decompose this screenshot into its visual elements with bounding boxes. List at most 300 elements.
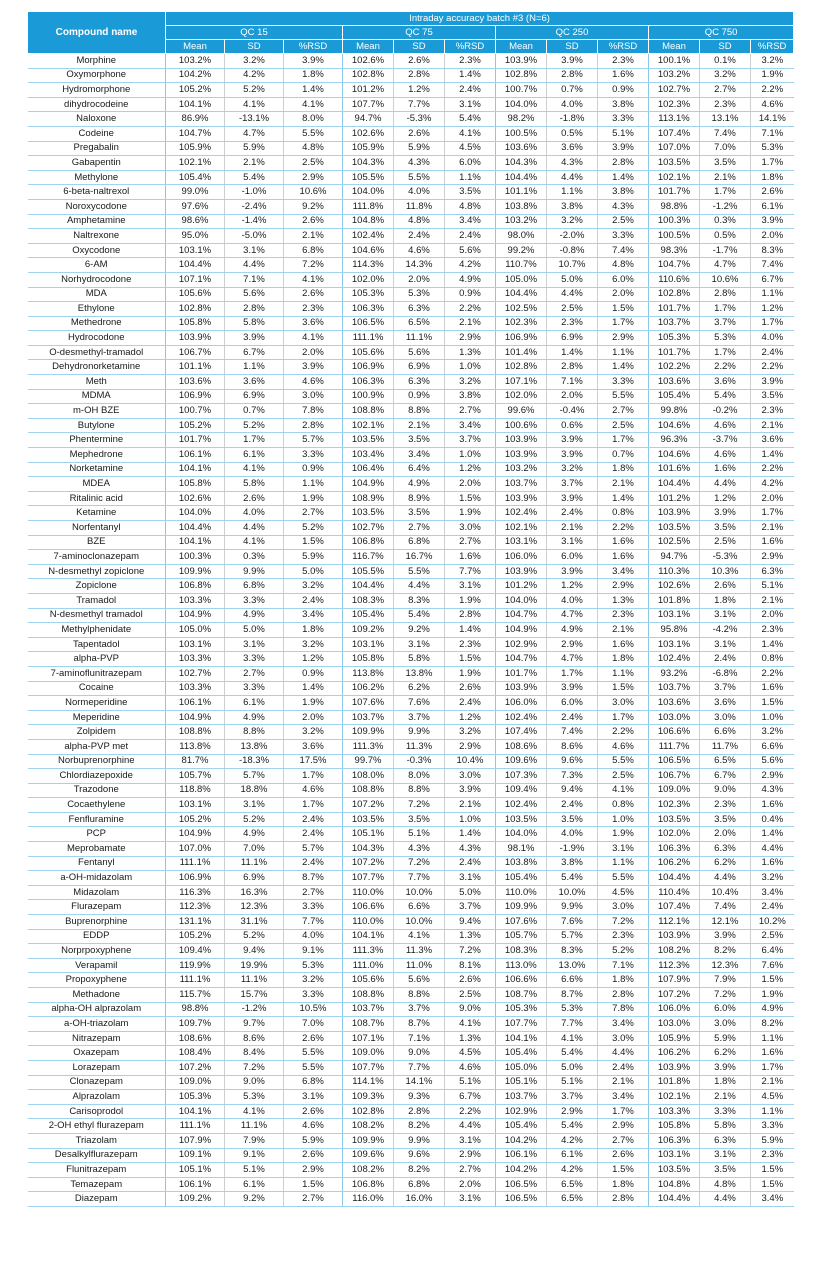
compound-name-cell: MDA [28, 287, 166, 302]
table-row [28, 1177, 794, 1192]
value-cell: 2.7% [598, 1133, 649, 1148]
value-cell: 3.5% [394, 506, 445, 521]
value-cell: 13.8% [225, 739, 284, 754]
value-cell: 108.6% [496, 739, 547, 754]
value-cell: 103.2% [649, 68, 700, 83]
value-cell: 2.7% [445, 1163, 496, 1178]
value-cell: 6.9% [394, 360, 445, 375]
value-cell: 5.3% [284, 958, 343, 973]
value-cell: 1.8% [284, 623, 343, 638]
value-cell: 102.0% [649, 827, 700, 842]
value-cell: 104.1% [166, 97, 225, 112]
value-cell: 5.8% [225, 316, 284, 331]
value-cell: 2.3% [598, 54, 649, 69]
value-cell: 104.4% [496, 287, 547, 302]
stat-header-sd: SD [700, 40, 751, 54]
value-cell: 19.9% [225, 958, 284, 973]
value-cell: 4.1% [598, 783, 649, 798]
compound-name-cell: alpha-OH alprazolam [28, 1002, 166, 1017]
value-cell: 102.8% [496, 68, 547, 83]
value-cell: 2.0% [751, 608, 794, 623]
value-cell: 4.1% [284, 331, 343, 346]
value-cell: 104.9% [343, 477, 394, 492]
value-cell: 1.8% [700, 1075, 751, 1090]
value-cell: 107.2% [343, 798, 394, 813]
value-cell: 11.7% [700, 739, 751, 754]
value-cell: 1.0% [445, 360, 496, 375]
value-cell: 102.7% [649, 83, 700, 98]
value-cell: 4.9% [225, 608, 284, 623]
compound-name-cell: Amphetamine [28, 214, 166, 229]
value-cell: 96.3% [649, 433, 700, 448]
value-cell: 104.1% [166, 462, 225, 477]
value-cell: 9.0% [225, 1075, 284, 1090]
value-cell: 113.8% [166, 739, 225, 754]
table-row [28, 389, 794, 404]
value-cell: 106.4% [343, 462, 394, 477]
value-cell: 103.1% [166, 798, 225, 813]
value-cell: 101.1% [496, 185, 547, 200]
value-cell: 1.4% [751, 827, 794, 842]
value-cell: 0.9% [394, 389, 445, 404]
value-cell: 103.9% [649, 506, 700, 521]
value-cell: 1.7% [700, 345, 751, 360]
value-cell: 108.3% [343, 593, 394, 608]
value-cell: 8.3% [394, 593, 445, 608]
stat-header-mean: Mean [496, 40, 547, 54]
qc-group-header: QC 15 [166, 26, 343, 40]
value-cell: 105.1% [343, 827, 394, 842]
value-cell: 4.0% [284, 929, 343, 944]
value-cell: 1.7% [700, 185, 751, 200]
table-row [28, 593, 794, 608]
table-row [28, 900, 794, 915]
value-cell: 5.7% [284, 433, 343, 448]
value-cell: 2.6% [445, 681, 496, 696]
value-cell: -0.8% [547, 243, 598, 258]
value-cell: 2.6% [394, 54, 445, 69]
table-row [28, 404, 794, 419]
stat-header-sd: SD [225, 40, 284, 54]
value-cell: 3.1% [700, 637, 751, 652]
value-cell: 7.1% [225, 272, 284, 287]
value-cell: 2.1% [445, 798, 496, 813]
value-cell: 0.9% [598, 83, 649, 98]
value-cell: 7.2% [394, 798, 445, 813]
value-cell: 3.5% [700, 812, 751, 827]
compound-name-cell: Temazepam [28, 1177, 166, 1192]
value-cell: 103.2% [496, 462, 547, 477]
compound-name-cell: Norketamine [28, 462, 166, 477]
value-cell: 2.7% [445, 404, 496, 419]
compound-name-cell: Hydromorphone [28, 83, 166, 98]
value-cell: 6.4% [394, 462, 445, 477]
value-cell: 2.4% [394, 229, 445, 244]
value-cell: 3.0% [598, 696, 649, 711]
value-cell: 1.5% [284, 535, 343, 550]
value-cell: 0.6% [547, 418, 598, 433]
value-cell: 112.3% [649, 958, 700, 973]
compound-name-cell: Butylone [28, 418, 166, 433]
value-cell: 3.9% [225, 331, 284, 346]
value-cell: 3.1% [445, 1192, 496, 1207]
value-cell: 105.9% [343, 141, 394, 156]
value-cell: 2.0% [284, 345, 343, 360]
value-cell: 110.4% [649, 885, 700, 900]
value-cell: 102.7% [166, 666, 225, 681]
value-cell: 3.7% [394, 1002, 445, 1017]
value-cell: 2.0% [547, 389, 598, 404]
value-cell: 106.3% [343, 375, 394, 390]
value-cell: 15.7% [225, 988, 284, 1003]
value-cell: 3.2% [751, 871, 794, 886]
value-cell: 10.4% [700, 885, 751, 900]
value-cell: 3.4% [445, 418, 496, 433]
value-cell: 13.0% [547, 958, 598, 973]
value-cell: 105.6% [343, 973, 394, 988]
compound-name-cell: N-desmethyl tramadol [28, 608, 166, 623]
value-cell: 1.5% [598, 302, 649, 317]
value-cell: 4.0% [225, 506, 284, 521]
value-cell: 3.2% [751, 54, 794, 69]
compound-name-cell: Norhydrocodone [28, 272, 166, 287]
value-cell: 4.2% [445, 258, 496, 273]
value-cell: 4.5% [445, 1046, 496, 1061]
value-cell: 3.2% [751, 725, 794, 740]
value-cell: 11.1% [225, 856, 284, 871]
value-cell: 10.7% [547, 258, 598, 273]
value-cell: 0.7% [225, 404, 284, 419]
value-cell: 104.1% [496, 1031, 547, 1046]
value-cell: 6.3% [394, 302, 445, 317]
value-cell: 101.7% [649, 302, 700, 317]
value-cell: 13.1% [700, 112, 751, 127]
value-cell: 2.2% [598, 521, 649, 536]
value-cell: 5.3% [547, 1002, 598, 1017]
value-cell: 3.7% [547, 477, 598, 492]
value-cell: 8.9% [394, 491, 445, 506]
value-cell: 101.1% [166, 360, 225, 375]
value-cell: 9.2% [225, 1192, 284, 1207]
compound-name-cell: Normeperidine [28, 696, 166, 711]
value-cell: 108.0% [343, 769, 394, 784]
compound-name-header: Compound name [28, 12, 166, 54]
value-cell: 6.7% [445, 1090, 496, 1105]
value-cell: 109.0% [166, 1075, 225, 1090]
value-cell: 3.0% [700, 710, 751, 725]
table-row [28, 506, 794, 521]
compound-name-cell: Norfentanyl [28, 521, 166, 536]
compound-name-cell: Naltrexone [28, 229, 166, 244]
value-cell: 6.7% [225, 345, 284, 360]
value-cell: 3.9% [284, 360, 343, 375]
compound-name-cell: 7-aminoclonazepam [28, 550, 166, 565]
value-cell: 3.4% [445, 214, 496, 229]
value-cell: 1.9% [284, 696, 343, 711]
value-cell: 102.5% [649, 535, 700, 550]
value-cell: 2.4% [547, 506, 598, 521]
value-cell: 3.9% [547, 681, 598, 696]
value-cell: 3.9% [547, 491, 598, 506]
value-cell: 9.4% [445, 915, 496, 930]
value-cell: 4.5% [598, 885, 649, 900]
value-cell: 104.3% [343, 842, 394, 857]
value-cell: 1.9% [751, 68, 794, 83]
value-cell: 101.7% [649, 345, 700, 360]
value-cell: 2.1% [751, 593, 794, 608]
value-cell: 4.5% [445, 141, 496, 156]
compound-name-cell: Carisoprodol [28, 1104, 166, 1119]
accuracy-table [27, 11, 794, 1207]
value-cell: 5.4% [445, 112, 496, 127]
value-cell: 108.2% [649, 944, 700, 959]
value-cell: 8.2% [394, 1119, 445, 1134]
value-cell: 103.1% [166, 637, 225, 652]
value-cell: 2.0% [700, 827, 751, 842]
value-cell: 1.1% [751, 1031, 794, 1046]
value-cell: 101.7% [649, 185, 700, 200]
value-cell: 2.1% [751, 418, 794, 433]
table-row [28, 710, 794, 725]
value-cell: 7.9% [225, 1133, 284, 1148]
value-cell: 2.6% [700, 579, 751, 594]
value-cell: 108.9% [343, 491, 394, 506]
table-row [28, 1163, 794, 1178]
value-cell: 113.1% [649, 112, 700, 127]
value-cell: 4.4% [445, 1119, 496, 1134]
value-cell: 0.8% [751, 652, 794, 667]
value-cell: 4.1% [225, 462, 284, 477]
value-cell: 2.9% [547, 1104, 598, 1119]
value-cell: 103.6% [166, 375, 225, 390]
value-cell: 107.6% [496, 915, 547, 930]
value-cell: 2.2% [445, 1104, 496, 1119]
value-cell: 100.9% [343, 389, 394, 404]
value-cell: 1.7% [598, 710, 649, 725]
value-cell: 4.4% [547, 287, 598, 302]
value-cell: 103.9% [649, 929, 700, 944]
value-cell: 109.6% [496, 754, 547, 769]
value-cell: 5.3% [225, 1090, 284, 1105]
value-cell: 1.7% [751, 506, 794, 521]
value-cell: 9.2% [394, 623, 445, 638]
value-cell: 2.3% [751, 623, 794, 638]
value-cell: 5.4% [394, 608, 445, 623]
value-cell: 4.2% [225, 68, 284, 83]
value-cell: 103.5% [649, 1163, 700, 1178]
value-cell: 6.8% [394, 1177, 445, 1192]
value-cell: 2.2% [751, 83, 794, 98]
value-cell: 2.3% [751, 404, 794, 419]
value-cell: 2.1% [751, 521, 794, 536]
value-cell: 1.9% [284, 491, 343, 506]
value-cell: 1.1% [598, 345, 649, 360]
value-cell: 9.0% [700, 783, 751, 798]
value-cell: 104.0% [343, 185, 394, 200]
value-cell: 108.2% [343, 1119, 394, 1134]
value-cell: 1.2% [445, 462, 496, 477]
value-cell: 3.0% [445, 769, 496, 784]
value-cell: 1.5% [284, 1177, 343, 1192]
table-row [28, 126, 794, 141]
value-cell: 102.7% [343, 521, 394, 536]
value-cell: 104.0% [496, 593, 547, 608]
value-cell: 1.4% [445, 623, 496, 638]
value-cell: 5.9% [700, 1031, 751, 1046]
value-cell: 0.4% [751, 812, 794, 827]
value-cell: 5.4% [547, 1046, 598, 1061]
value-cell: 107.4% [649, 900, 700, 915]
value-cell: 1.7% [284, 769, 343, 784]
value-cell: 2.4% [284, 827, 343, 842]
value-cell: 8.2% [700, 944, 751, 959]
value-cell: 105.8% [166, 477, 225, 492]
value-cell: 7.4% [598, 243, 649, 258]
value-cell: 109.2% [166, 1192, 225, 1207]
compound-name-cell: Chlordiazepoxide [28, 769, 166, 784]
value-cell: 5.9% [751, 1133, 794, 1148]
value-cell: 3.8% [598, 185, 649, 200]
compound-name-cell: Propoxyphene [28, 973, 166, 988]
value-cell: -1.9% [547, 842, 598, 857]
compound-name-cell: 6-AM [28, 258, 166, 273]
value-cell: 6.9% [225, 871, 284, 886]
value-cell: 103.9% [496, 681, 547, 696]
table-row [28, 973, 794, 988]
value-cell: 106.2% [649, 1046, 700, 1061]
compound-name-cell: Meprobamate [28, 842, 166, 857]
value-cell: 3.5% [700, 1163, 751, 1178]
value-cell: 4.6% [700, 418, 751, 433]
table-row [28, 725, 794, 740]
value-cell: 6.7% [751, 272, 794, 287]
value-cell: 8.8% [225, 725, 284, 740]
value-cell: -0.3% [394, 754, 445, 769]
value-cell: 102.3% [649, 798, 700, 813]
table-header [28, 12, 794, 54]
value-cell: 4.5% [751, 1090, 794, 1105]
value-cell: 4.6% [445, 1060, 496, 1075]
compound-name-cell: m-OH BZE [28, 404, 166, 419]
value-cell: 8.8% [394, 988, 445, 1003]
value-cell: 103.9% [496, 448, 547, 463]
value-cell: 1.9% [445, 506, 496, 521]
stat-header-pct-rsd: %RSD [751, 40, 794, 54]
value-cell: 111.0% [343, 958, 394, 973]
value-cell: 4.9% [225, 710, 284, 725]
value-cell: 3.3% [700, 1104, 751, 1119]
value-cell: 7.2% [598, 915, 649, 930]
table-row [28, 988, 794, 1003]
value-cell: 1.7% [751, 316, 794, 331]
value-cell: 106.8% [343, 1177, 394, 1192]
value-cell: 2.4% [445, 696, 496, 711]
table-row [28, 1090, 794, 1105]
value-cell: 2.6% [751, 185, 794, 200]
value-cell: 104.6% [649, 418, 700, 433]
value-cell: 3.1% [700, 1148, 751, 1163]
value-cell: 1.4% [547, 345, 598, 360]
value-cell: 13.8% [394, 666, 445, 681]
value-cell: 2.4% [547, 798, 598, 813]
value-cell: 3.3% [284, 448, 343, 463]
value-cell: 3.1% [225, 637, 284, 652]
table-row [28, 1192, 794, 1207]
value-cell: 107.0% [166, 842, 225, 857]
value-cell: 108.8% [343, 988, 394, 1003]
value-cell: 2.7% [225, 666, 284, 681]
value-cell: 9.1% [225, 1148, 284, 1163]
value-cell: 0.7% [547, 83, 598, 98]
value-cell: 3.5% [394, 433, 445, 448]
value-cell: 4.3% [445, 842, 496, 857]
value-cell: 3.2% [284, 725, 343, 740]
value-cell: 0.9% [445, 287, 496, 302]
value-cell: 8.3% [751, 243, 794, 258]
value-cell: 5.2% [225, 418, 284, 433]
value-cell: 1.4% [284, 83, 343, 98]
value-cell: 1.9% [445, 666, 496, 681]
value-cell: 5.1% [445, 1075, 496, 1090]
qc-group-header: QC 75 [343, 26, 496, 40]
value-cell: 103.3% [166, 593, 225, 608]
value-cell: 102.1% [343, 418, 394, 433]
value-cell: 9.1% [284, 944, 343, 959]
value-cell: 3.1% [225, 798, 284, 813]
value-cell: 102.8% [343, 1104, 394, 1119]
table-row [28, 579, 794, 594]
value-cell: 104.0% [166, 506, 225, 521]
compound-name-cell: Ritalinic acid [28, 491, 166, 506]
value-cell: 3.6% [225, 375, 284, 390]
table-row [28, 54, 794, 69]
value-cell: 109.9% [343, 1133, 394, 1148]
value-cell: 6.1% [225, 448, 284, 463]
value-cell: 103.5% [649, 156, 700, 171]
compound-name-cell: Gabapentin [28, 156, 166, 171]
value-cell: 2.7% [284, 885, 343, 900]
value-cell: 104.1% [166, 535, 225, 550]
value-cell: -0.2% [700, 404, 751, 419]
value-cell: 5.0% [547, 1060, 598, 1075]
value-cell: 102.8% [496, 360, 547, 375]
value-cell: 81.7% [166, 754, 225, 769]
value-cell: 105.3% [166, 1090, 225, 1105]
value-cell: 3.5% [445, 185, 496, 200]
value-cell: 100.6% [496, 418, 547, 433]
value-cell: 102.1% [166, 156, 225, 171]
value-cell: 4.4% [700, 871, 751, 886]
value-cell: 5.4% [547, 871, 598, 886]
value-cell: 4.8% [284, 141, 343, 156]
table-row [28, 769, 794, 784]
value-cell: 99.6% [496, 404, 547, 419]
value-cell: 9.9% [394, 725, 445, 740]
table-row [28, 448, 794, 463]
value-cell: 5.3% [700, 331, 751, 346]
value-cell: 5.2% [225, 812, 284, 827]
compound-name-cell: Ketamine [28, 506, 166, 521]
value-cell: 105.2% [166, 812, 225, 827]
value-cell: 108.4% [166, 1046, 225, 1061]
value-cell: 2.6% [284, 1031, 343, 1046]
value-cell: 103.5% [343, 812, 394, 827]
value-cell: 2.5% [284, 156, 343, 171]
value-cell: 8.7% [394, 1017, 445, 1032]
value-cell: 2.7% [284, 506, 343, 521]
value-cell: 1.2% [751, 302, 794, 317]
value-cell: 3.9% [445, 783, 496, 798]
